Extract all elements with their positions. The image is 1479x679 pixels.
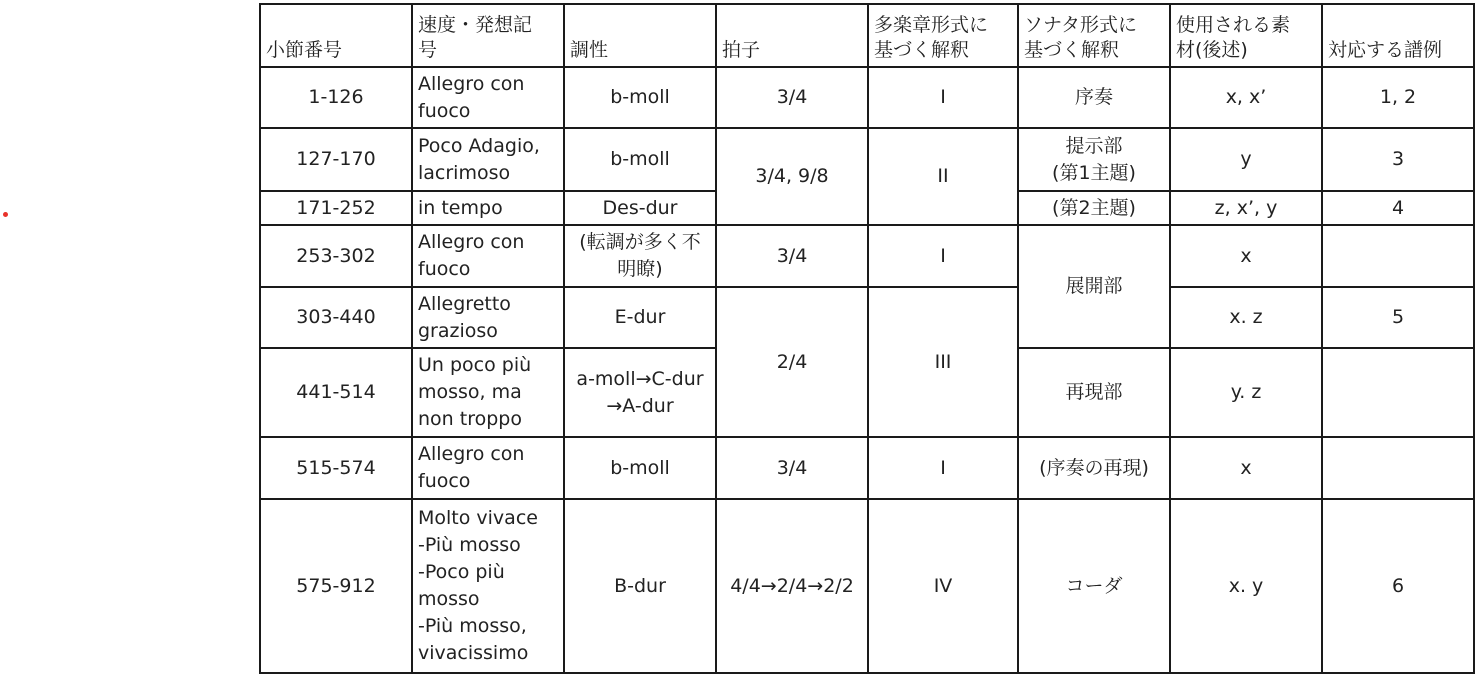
header-sonata: ソナタ形式に 基づく解釈: [1018, 4, 1170, 67]
cell-example: [1322, 225, 1474, 287]
cell-measures: 303-440: [260, 287, 412, 348]
cell-key: b-moll: [564, 67, 716, 128]
cell-example: 3: [1322, 128, 1474, 191]
cell-example: [1322, 437, 1474, 499]
header-meter: 拍子: [716, 4, 868, 67]
cell-sonata: 再現部: [1018, 348, 1170, 437]
cell-tempo: Molto vivace -Più mosso -Poco più mosso -Più mosso, vivacissimo: [412, 499, 564, 673]
cell-measures: 171-252: [260, 191, 412, 225]
analysis-table: [259, 3, 1475, 674]
cell-sonata: (序奏の再現): [1018, 437, 1170, 499]
cell-meter: 3/4, 9/8: [716, 128, 868, 225]
cell-sonata: 序奏: [1018, 67, 1170, 128]
cell-sonata: コーダ: [1018, 499, 1170, 673]
cell-sonata: 提示部 (第1主題): [1018, 128, 1170, 191]
table-row: [260, 287, 1474, 348]
cell-example: [1322, 348, 1474, 437]
cell-material: x. y: [1170, 499, 1322, 673]
cell-tempo: Un poco più mosso, ma non troppo: [412, 348, 564, 437]
cell-meter: 4/4→2/4→2/2: [716, 499, 868, 673]
table-row: [260, 67, 1474, 128]
header-measures: 小節番号: [260, 4, 412, 67]
cell-measures: 575-912: [260, 499, 412, 673]
cell-tempo: Allegretto grazioso: [412, 287, 564, 348]
cell-material: x. z: [1170, 287, 1322, 348]
cell-example: 5: [1322, 287, 1474, 348]
header-tempo: 速度・発想記 号: [412, 4, 564, 67]
cell-key: b-moll: [564, 128, 716, 191]
cell-material: x: [1170, 437, 1322, 499]
header-row: [260, 4, 1474, 67]
header-key: 調性: [564, 4, 716, 67]
cell-tempo: in tempo: [412, 191, 564, 225]
cell-measures: 253-302: [260, 225, 412, 287]
header-material: 使用される素 材(後述): [1170, 4, 1322, 67]
cell-tempo: Allegro con fuoco: [412, 437, 564, 499]
cell-measures: 441-514: [260, 348, 412, 437]
cell-movement: I: [868, 437, 1018, 499]
cell-key: E-dur: [564, 287, 716, 348]
cell-example: 4: [1322, 191, 1474, 225]
cell-tempo: Allegro con fuoco: [412, 225, 564, 287]
cell-key: (転調が多く不 明瞭): [564, 225, 716, 287]
cell-meter: 2/4: [716, 287, 868, 437]
cell-material: z, x’, y: [1170, 191, 1322, 225]
header-example: 対応する譜例: [1322, 4, 1474, 67]
cell-tempo: Poco Adagio, lacrimoso: [412, 128, 564, 191]
red-dot-marker: [3, 212, 8, 217]
cell-sonata: (第2主題): [1018, 191, 1170, 225]
cell-measures: 1-126: [260, 67, 412, 128]
cell-meter: 3/4: [716, 67, 868, 128]
cell-material: y. z: [1170, 348, 1322, 437]
cell-meter: 3/4: [716, 437, 868, 499]
cell-key: a-moll→C-dur →A-dur: [564, 348, 716, 437]
table-row: [260, 499, 1474, 673]
table-row: [260, 437, 1474, 499]
table-row: [260, 128, 1474, 191]
table-row: [260, 225, 1474, 287]
cell-material: y: [1170, 128, 1322, 191]
cell-sonata: 展開部: [1018, 225, 1170, 348]
cell-key: Des-dur: [564, 191, 716, 225]
cell-key: B-dur: [564, 499, 716, 673]
cell-movement: II: [868, 128, 1018, 225]
cell-movement: III: [868, 287, 1018, 437]
cell-meter: 3/4: [716, 225, 868, 287]
cell-measures: 127-170: [260, 128, 412, 191]
cell-key: b-moll: [564, 437, 716, 499]
cell-example: 1, 2: [1322, 67, 1474, 128]
cell-material: x: [1170, 225, 1322, 287]
cell-movement: IV: [868, 499, 1018, 673]
cell-example: 6: [1322, 499, 1474, 673]
cell-material: x, x’: [1170, 67, 1322, 128]
header-multi-movement: 多楽章形式に 基づく解釈: [868, 4, 1018, 67]
cell-tempo: Allegro con fuoco: [412, 67, 564, 128]
cell-movement: I: [868, 225, 1018, 287]
cell-movement: I: [868, 67, 1018, 128]
cell-measures: 515-574: [260, 437, 412, 499]
